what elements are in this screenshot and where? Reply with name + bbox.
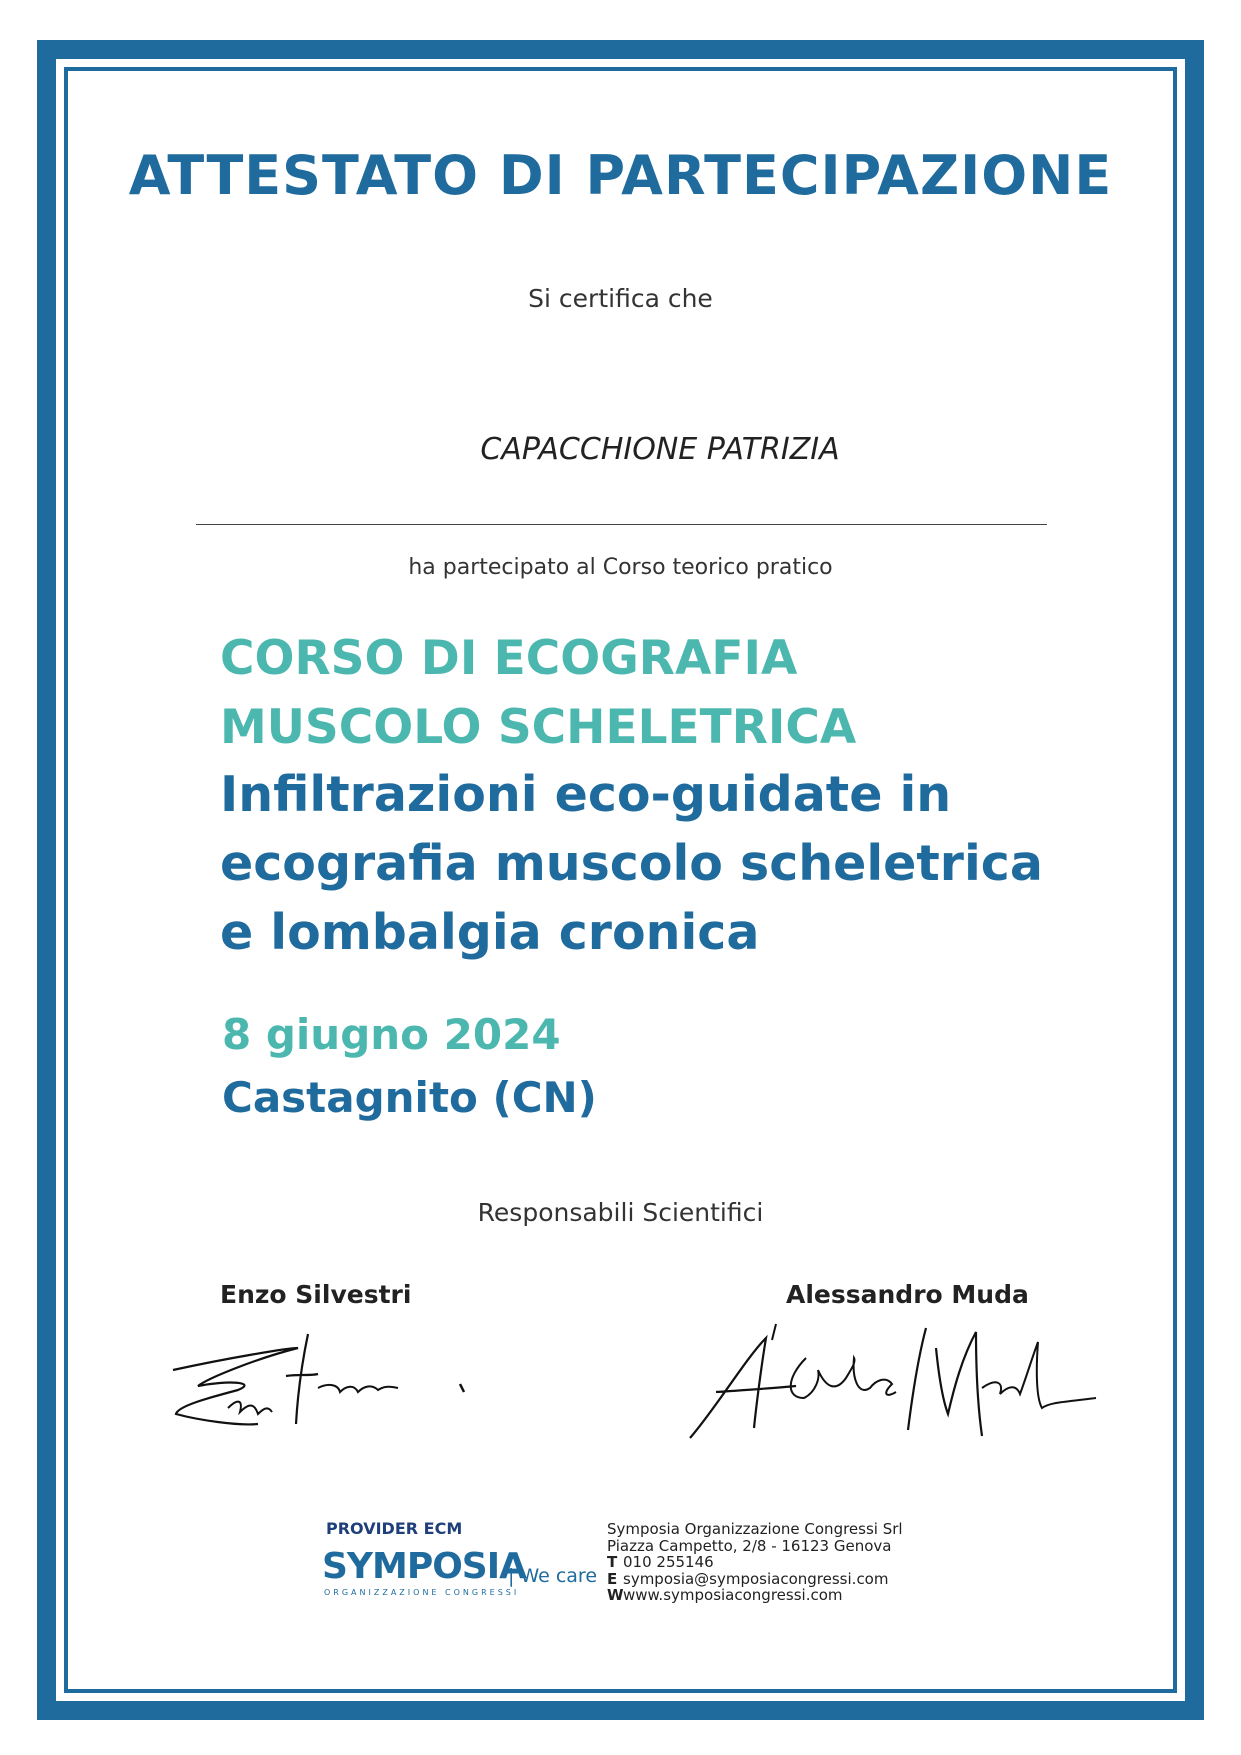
company-web[interactable]: www.symposiacongressi.com	[623, 1586, 843, 1604]
certify-text: Si certifica che	[528, 284, 713, 313]
company-name: Symposia Organizzazione Congressi Srl	[607, 1520, 903, 1538]
course-subtitle-line: e lombalgia cronica	[220, 904, 760, 961]
course-date: 8 giugno 2024	[222, 1010, 561, 1059]
company-email[interactable]: symposia@symposiacongressi.com	[623, 1569, 889, 1588]
participated-text: ha partecipato al Corso teorico pratico	[408, 555, 833, 580]
company-email-row	[607, 1571, 903, 1588]
tagline: | We care	[508, 1565, 598, 1587]
symposia-logo: SYMPOSIA	[322, 1546, 526, 1587]
company-phone: 010 255146	[623, 1553, 714, 1571]
course-title-line: MUSCOLO SCHELETRICA	[220, 700, 857, 755]
company-address: Piazza Campetto, 2/8 - 16123 Genova	[607, 1536, 892, 1555]
certificate-title: ATTESTATO DI PARTECIPAZIONE	[128, 144, 1113, 207]
signatory-name-left: Enzo Silvestri	[220, 1280, 412, 1309]
signature-left	[168, 1328, 478, 1448]
course-title	[220, 624, 856, 762]
course-title-line: CORSO DI ECOGRAFIA	[220, 631, 798, 686]
course-subtitle-line: ecografia muscolo scheletrica	[220, 835, 1043, 892]
company-phone-row	[607, 1554, 903, 1571]
phone-label: T	[607, 1553, 618, 1571]
responsabili-label: Responsabili Scientifici	[477, 1198, 764, 1227]
signature-right	[686, 1318, 1106, 1448]
company-info	[607, 1521, 903, 1604]
participant-name: CAPACCHIONE PATRIZIA	[480, 432, 840, 467]
name-underline	[196, 524, 1047, 525]
course-subtitle-line: Infiltrazioni eco-guidate in	[220, 766, 952, 823]
symposia-logo-subtext: ORGANIZZAZIONE CONGRESSI	[324, 1588, 520, 1597]
web-label: W	[607, 1586, 624, 1604]
company-web-row	[607, 1587, 903, 1604]
email-label: E	[607, 1569, 618, 1588]
course-place: Castagnito (CN)	[222, 1073, 597, 1122]
course-subtitle	[220, 760, 1043, 967]
provider-label: PROVIDER ECM	[326, 1519, 463, 1538]
signatory-name-right: Alessandro Muda	[786, 1280, 1029, 1309]
